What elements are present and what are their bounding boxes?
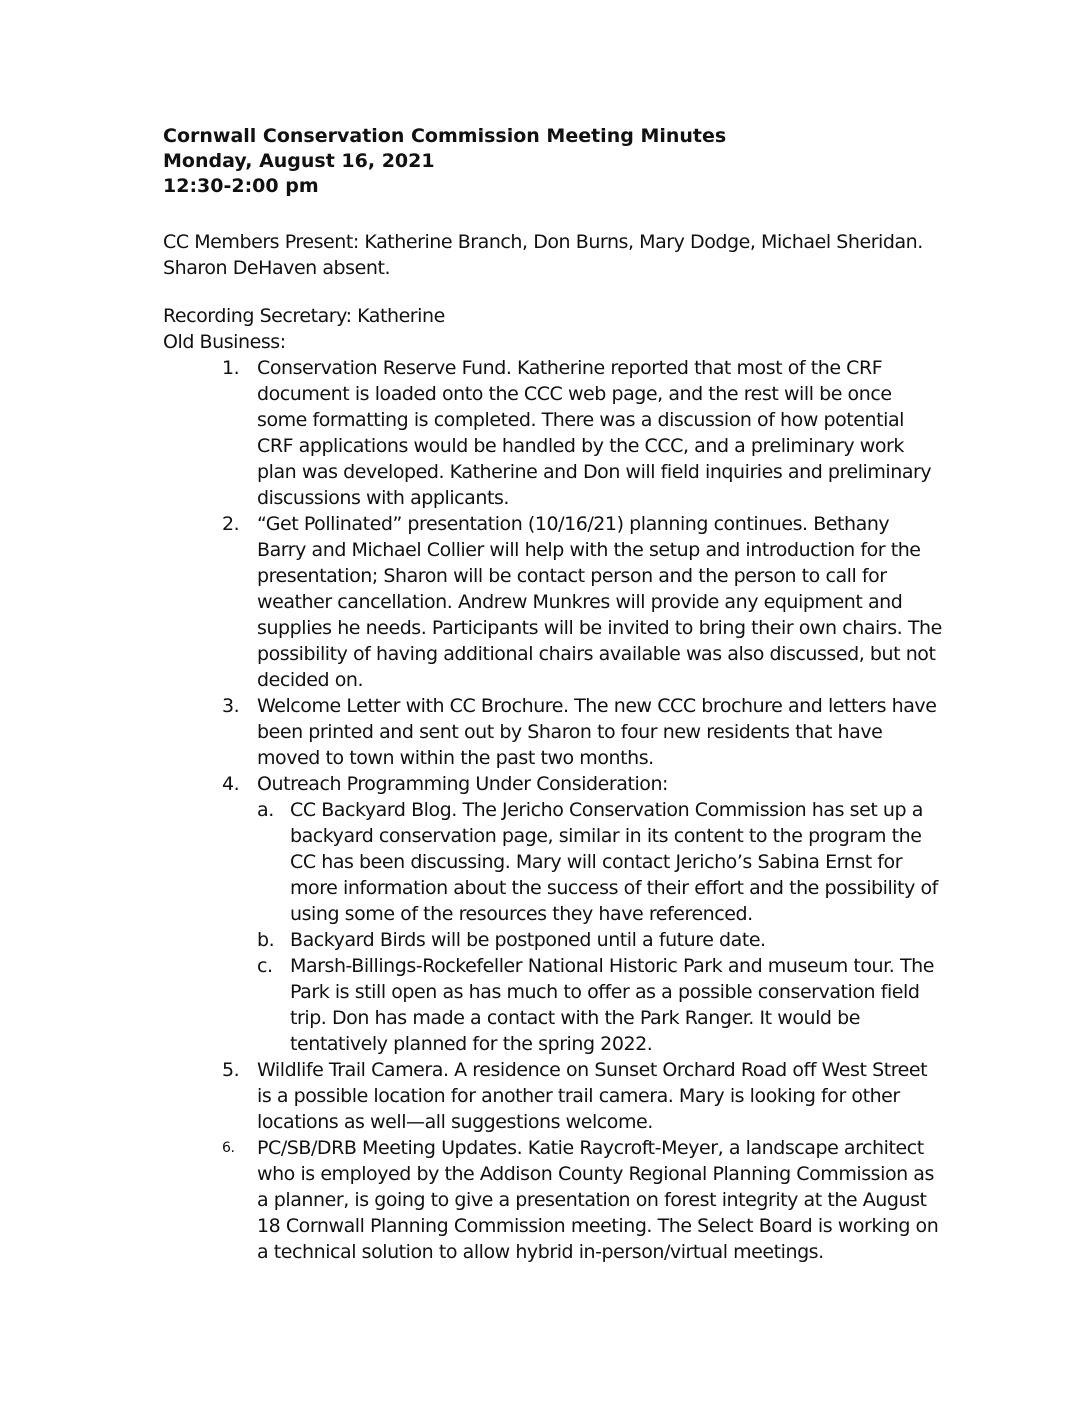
item-text: Wildlife Trail Camera. A residence on Sunset Orchard Road off West Street is a possible location for another trail camera. Mary is looking for other locations as well—all suggestions welcome. — [257, 1059, 928, 1133]
item-number: 1. — [222, 357, 240, 379]
item-number: 2. — [222, 513, 240, 535]
list-item — [222, 693, 942, 771]
subitem-text: Marsh-Billings-Rockefeller National Historic Park and museum tour. The Park is still open as has much to offer as a possible conservation field trip. Don has made a contact with the Park Ranger. It would be tentatively planned for the spring 2022. — [290, 955, 934, 1055]
item-number: 4. — [222, 773, 240, 795]
list-item — [222, 355, 942, 511]
subitem-text: CC Backyard Blog. The Jericho Conservation Commission has set up a backyard conservation page, similar in its content to the program the CC has been discussing. Mary will contact Jericho’s Sabina Ernst for more information about the success of their effort and the possibility of using some of the resources they have referenced. — [290, 799, 938, 925]
outreach-sublist — [257, 797, 942, 1057]
item-text: “Get Pollinated” presentation (10/16/21) planning continues. Bethany Barry and Michael Collier will help with the setup and introduction for the presentation; Sharon will be contact person and the person to call for weather cancellation. Andrew Munkres will provide any equipment and supplies he needs. Participants will be invited to bring their own chairs. The possibility of having additional chairs available was also discussed, but not decided on. — [257, 513, 942, 691]
old-business-list — [222, 355, 942, 1265]
list-item — [222, 1135, 942, 1265]
item-text: Conservation Reserve Fund. Katherine reported that most of the CRF document is loaded onto the CCC web page, and the rest will be once some formatting is completed. There was a discussion of how potential CRF applications would be handled by the CCC, and a preliminary work plan was developed. Katherine and Don will field inquiries and preliminary discussions with applicants. — [257, 357, 932, 509]
list-item — [222, 511, 942, 693]
item-number: 5. — [222, 1059, 240, 1081]
sublist-item — [257, 797, 942, 927]
subitem-letter: a. — [257, 799, 274, 821]
old-business-heading: Old Business: — [163, 331, 286, 353]
item-number: 3. — [222, 695, 240, 717]
item-number: 6. — [222, 1140, 235, 1156]
sublist-item — [257, 953, 942, 1057]
document-heading — [163, 124, 983, 199]
item-text: Outreach Programming Under Consideration: — [257, 773, 669, 795]
item-text: Welcome Letter with CC Brochure. The new CCC brochure and letters have been printed and sent out by Sharon to four new residents that have moved to town within the past two months. — [257, 695, 937, 769]
list-item — [222, 771, 942, 1057]
document-title: Cornwall Conservation Commission Meeting Minutes — [163, 125, 727, 147]
sublist-item — [257, 927, 942, 953]
list-item — [222, 1057, 942, 1135]
recording-secretary: Recording Secretary: Katherine — [163, 305, 445, 327]
subitem-text: Backyard Birds will be postponed until a future date. — [290, 929, 766, 951]
subitem-letter: b. — [257, 929, 275, 951]
meeting-date: Monday, August 16, 2021 — [163, 150, 435, 172]
members-present: CC Members Present: Katherine Branch, Don Burns, Mary Dodge, Michael Sheridan. Sharon DeHaven absent. — [163, 231, 923, 279]
subitem-letter: c. — [257, 955, 273, 977]
item-text: PC/SB/DRB Meeting Updates. Katie Raycroft-Meyer, a landscape architect who is employed by the Addison County Regional Planning Commission as a planner, is going to give a presentation on forest integrity at the August 18 Cornwall Planning Commission meeting. The Select Board is working on a technical solution to allow hybrid in-person/virtual meetings. — [257, 1137, 939, 1263]
meeting-time: 12:30-2:00 pm — [163, 175, 319, 197]
